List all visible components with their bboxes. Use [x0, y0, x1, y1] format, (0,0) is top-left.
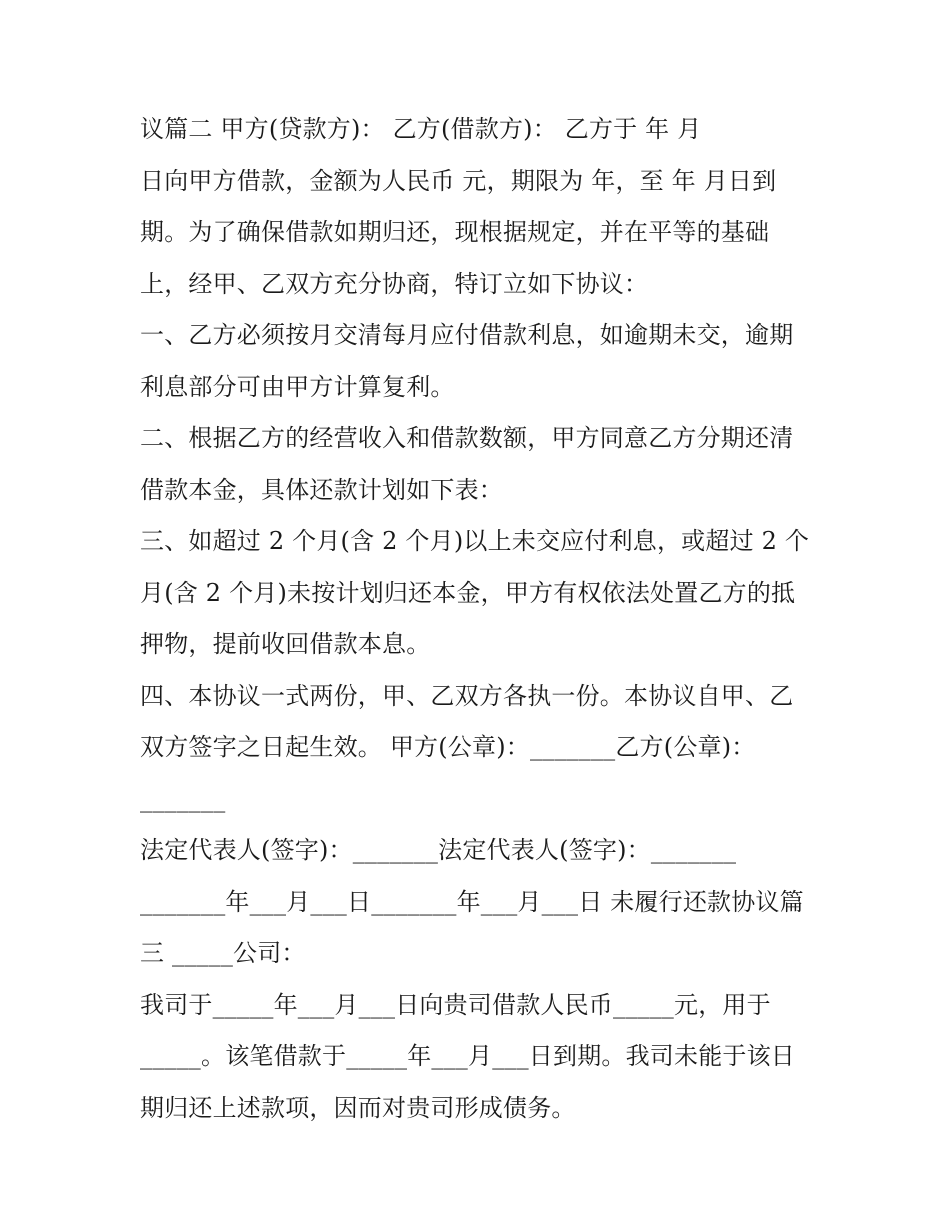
text-line-18: 我司于_____年___月___日向贵司借款人民币_____元，用于: [140, 990, 771, 1019]
text-line-1: 议篇二 甲方(贷款方)： 乙方(借款方)： 乙方于 年 月: [140, 115, 702, 143]
text-line-17: 三 _____公司：: [140, 939, 306, 967]
text-line-20: 期归还上述款项，因而对贵司形成债务。: [140, 1093, 576, 1122]
text-line-12: 四、本协议一式两份，甲、乙双方各执一份。本协议自甲、乙: [140, 681, 794, 710]
document-body: [140, 104, 820, 1134]
text-line-11: 押物，提前收回借款本息。: [140, 630, 431, 658]
text-line-5: 一、乙方必须按月交清每月应付借款利息，如逾期未交，逾期: [140, 321, 794, 349]
text-line-2: 日向甲方借款，金额为人民币 元，期限为 年，至 年 月日到: [140, 166, 777, 195]
text-line-7: 二、根据乙方的经营收入和借款数额，甲方同意乙方分期还清: [140, 424, 794, 452]
text-line-19: _____。该笔借款于_____年___月___日到期。我司未能于该日: [140, 1042, 795, 1070]
text-line-13: 双方签字之日起生效。 甲方(公章)：_______乙方(公章)：: [140, 733, 756, 761]
text-line-16: _______年___月___日_______年___月___日 未履行还款协议篇: [140, 887, 804, 916]
text-line-8: 借款本金，具体还款计划如下表：: [140, 475, 503, 504]
text-line-15: 法定代表人(签字)：_______法定代表人(签字)：_______: [140, 836, 737, 864]
text-line-9: 三、如超过 2 个月(含 2 个月)以上未交应付利息，或超过 2 个: [140, 527, 810, 555]
text-line-10: 月(含 2 个月)未按计划归还本金，甲方有权依法处置乙方的抵: [140, 578, 796, 607]
text-line-3: 期。为了确保借款如期归还，现根据规定，并在平等的基础: [140, 218, 770, 246]
text-line-6: 利息部分可由甲方计算复利。: [140, 372, 455, 401]
text-line-4: 上，经甲、乙双方充分协商，特订立如下协议：: [140, 269, 649, 298]
text-line-14: _______: [140, 784, 226, 813]
